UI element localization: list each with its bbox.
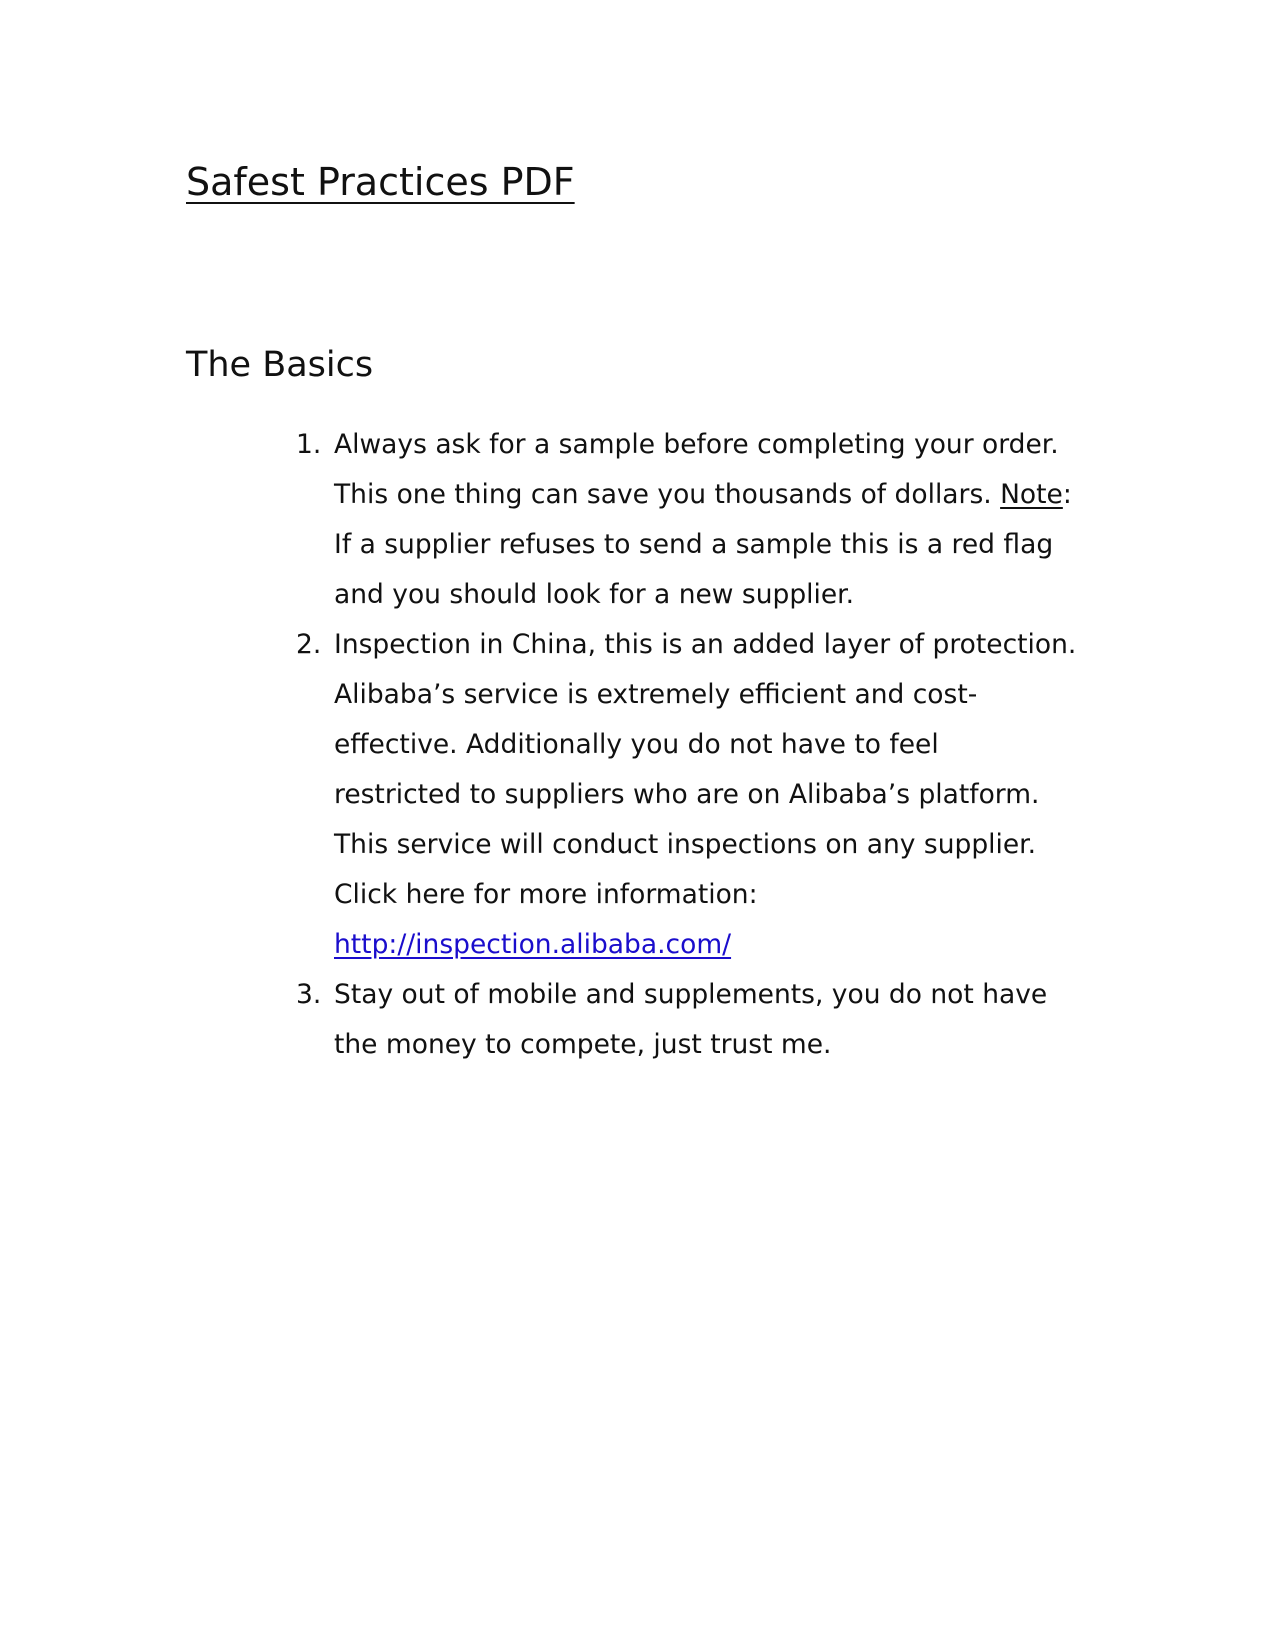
list-item-2 — [296, 620, 1096, 970]
list-item-1 — [296, 420, 1096, 620]
list-item-line: Click here for more information: — [334, 879, 758, 910]
note-colon: : — [1062, 479, 1072, 510]
note-label: Note — [1000, 479, 1063, 510]
document-title: Safest Practices PDF — [186, 160, 575, 204]
list-item-line: If a supplier refuses to send a sample this is a red flag — [334, 529, 1054, 560]
list-item-line: and you should look for a new supplier. — [334, 579, 855, 610]
inspection-link[interactable]: http://inspection.alibaba.com/ — [334, 929, 732, 960]
list-item-number: 1. — [296, 429, 322, 460]
list-item-3 — [296, 970, 1096, 1070]
list-item-line: restricted to suppliers who are on Alibaba’s platform. — [334, 779, 1040, 810]
list-item-line: effective. Additionally you do not have to feel — [334, 729, 939, 760]
link-line — [334, 920, 1096, 970]
list-item-line: Alibaba’s service is extremely efficient and cost- — [334, 679, 978, 710]
list-item-line: Inspection in China, this is an added layer of protection. — [334, 629, 1077, 660]
list-item-line: Always ask for a sample before completing your order. — [334, 429, 1059, 460]
list-item-line-with-note — [334, 470, 1096, 520]
list-item-line: the money to compete, just trust me. — [334, 1029, 832, 1060]
list-item-line: Stay out of mobile and supplements, you do not have — [334, 979, 1048, 1010]
numbered-list — [296, 420, 1096, 1070]
list-item-line-text: This one thing can save you thousands of dollars. — [334, 479, 1001, 510]
list-item-line: This service will conduct inspections on any supplier. — [334, 829, 1037, 860]
list-item-number: 2. — [296, 629, 322, 660]
list-item-number: 3. — [296, 979, 322, 1010]
section-heading: The Basics — [186, 345, 374, 385]
